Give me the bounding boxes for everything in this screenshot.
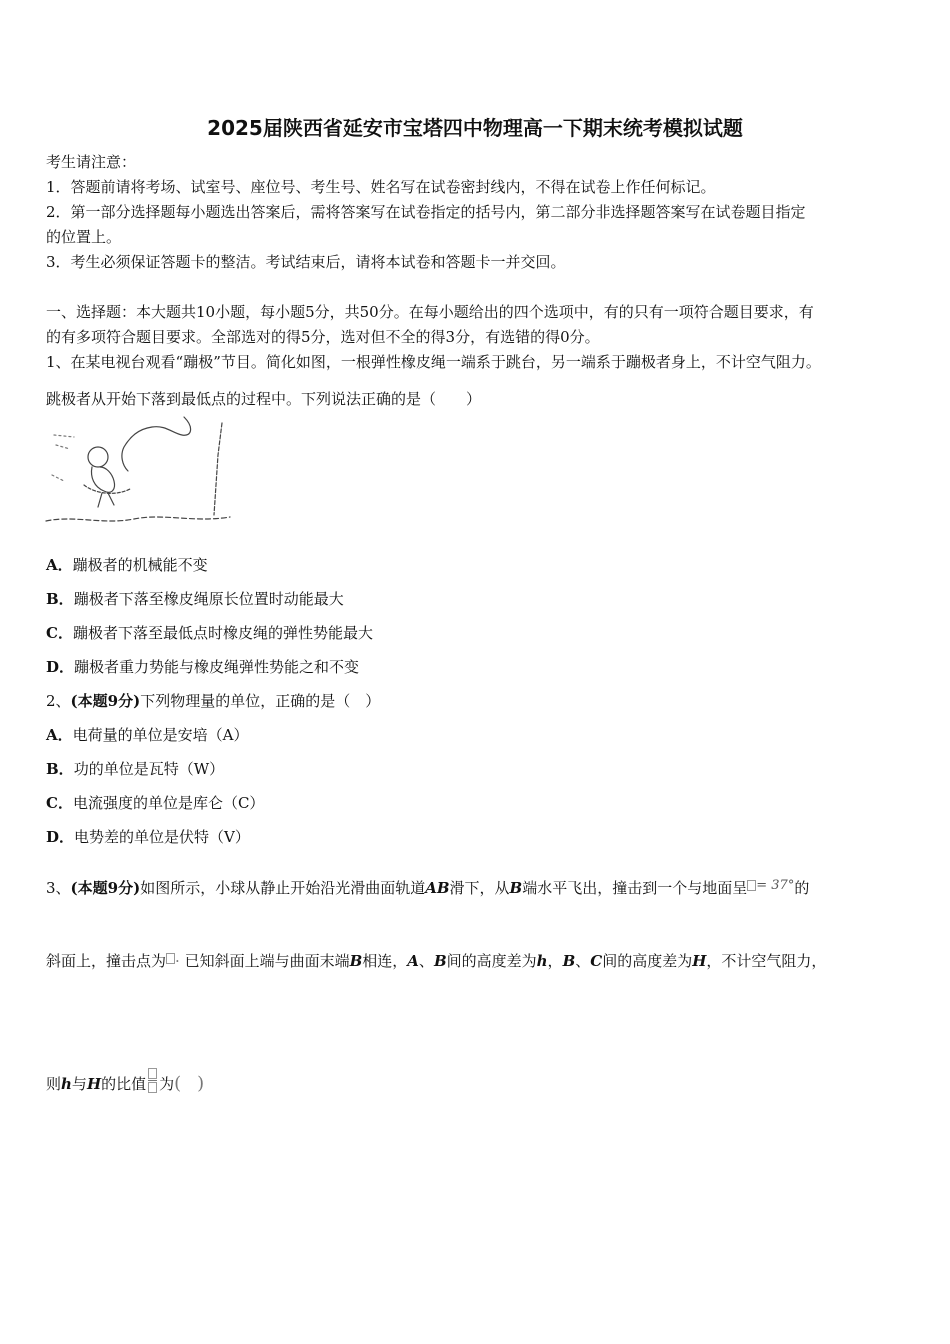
option-text: 蹦极者重力势能与橡皮绳弹性势能之和不变: [74, 658, 360, 676]
q3-l3-b: 与: [71, 1075, 87, 1093]
notice-heading: 考生请注意：: [46, 153, 137, 171]
jumper-head: [88, 447, 108, 467]
section-instructions-1: 一、选择题：本大题共10小题，每小题5分，共50分。在每小题给出的四个选项中，有的只有一项符合题目要求，有: [46, 303, 814, 321]
missing-symbol-icon: [148, 1068, 157, 1079]
q1-option-b[interactable]: [46, 589, 344, 609]
q3-l2-d: 间的高度差为: [446, 952, 537, 970]
q3-l2-e: 间的高度差为: [602, 952, 693, 970]
option-label: D．: [46, 828, 75, 846]
q3-text-a: 如图所示，小球从静止开始沿光滑曲面轨道: [140, 879, 426, 897]
q2-text: 下列物理量的单位，正确的是（ ）: [140, 692, 381, 710]
var-ab: AB: [425, 879, 450, 897]
option-label: A．: [46, 556, 73, 574]
q3-score: (本题9分): [70, 879, 141, 897]
angle-formula: = 37°: [756, 878, 795, 893]
q2-option-a[interactable]: [46, 725, 248, 745]
q2-number: 2、: [46, 692, 71, 710]
q3-l3-a: 则: [46, 1075, 62, 1093]
option-text: 蹦极者下落至最低点时橡皮绳的弹性势能最大: [72, 624, 373, 642]
sep: 、: [418, 952, 434, 970]
q3-line-3: [46, 1068, 220, 1094]
q3-text-c: 端水平飞出，撞击到一个与地面呈: [522, 879, 748, 897]
jumper-legs: [98, 493, 114, 507]
option-text: 蹦极者的机械能不变: [72, 556, 208, 574]
q2-stem: [46, 691, 380, 711]
option-label: D．: [46, 658, 75, 676]
option-label: A．: [46, 726, 73, 744]
q1-stem-1: 1、在某电视台观看“蹦极”节目。简化如图，一根弹性橡皮绳一端系于跳台，另一端系于蹦极者身上，不计空气阻力。: [46, 353, 821, 371]
q2-option-b[interactable]: [46, 759, 224, 779]
answer-parentheses[interactable]: (): [174, 1073, 221, 1094]
var-c: C: [590, 952, 603, 970]
var-upper-h: H: [692, 952, 707, 970]
option-text: 电势差的单位是伏特（V）: [74, 828, 250, 846]
option-label: C．: [46, 624, 73, 642]
q3-line-2: 斜面上，撞击点为 · 已知斜面上端与曲面末端B相连，A、B间的高度差为h，B、C间的高度差为H，不计空气阻力，: [46, 952, 827, 970]
sketch-lines: [52, 435, 74, 481]
missing-symbol-icon: [148, 1082, 157, 1093]
var-upper-h: H: [86, 1075, 102, 1093]
missing-symbol-icon: [747, 880, 756, 891]
ratio-fraction: [148, 1068, 157, 1093]
q3-l3-c: 的比值: [101, 1075, 147, 1093]
var-b: B: [349, 952, 363, 970]
var-h: h: [61, 1075, 72, 1093]
notice-item-2: 2．第一部分选择题每小题选出答案后，需将答案写在试卷指定的括号内，第二部分非选择题答案写在试卷题目指定: [46, 203, 806, 221]
q3-text-d: 的: [794, 879, 810, 897]
option-text: 电荷量的单位是安培（A）: [72, 726, 249, 744]
ground-scribble: [46, 517, 230, 521]
q3-number: 3、: [46, 879, 71, 897]
q1-stem-2: 跳极者从开始下落到最低点的过程中。下列说法正确的是（ ）: [46, 390, 482, 408]
platform-pole: [214, 423, 222, 515]
var-b: B: [562, 952, 576, 970]
option-text: 蹦极者下落至橡皮绳原长位置时动能最大: [73, 590, 344, 608]
q2-option-c[interactable]: [46, 793, 264, 813]
var-b: B: [433, 952, 447, 970]
q3-l2-a: 斜面上，撞击点为: [46, 952, 167, 970]
q3-l2-b: 已知斜面上端与曲面末端: [184, 952, 350, 970]
q3-line-1: [46, 876, 809, 898]
option-label: B．: [46, 590, 74, 608]
option-text: 功的单位是瓦特（W）: [73, 760, 225, 778]
q1-option-a[interactable]: [46, 555, 208, 575]
notice-item-2-cont: 的位置上。: [46, 228, 122, 246]
option-label: B．: [46, 760, 74, 778]
q3-l3-d: 为: [159, 1075, 175, 1093]
var-h: h: [536, 952, 548, 970]
var-a: A: [407, 952, 419, 970]
q3-l2-c: 相连，: [362, 952, 408, 970]
q3-l2-f: ，不计空气阻力，: [706, 952, 827, 970]
section-instructions-2: 的有多项符合题目要求。全部选对的得5分，选对但不全的得3分，有选错的得0分。: [46, 328, 600, 346]
q3-text-b: 滑下，从: [449, 879, 510, 897]
comma: ，: [547, 952, 563, 970]
option-text: 电流强度的单位是库仑（C）: [72, 794, 265, 812]
elastic-rope: [122, 417, 191, 471]
q2-option-d[interactable]: [46, 827, 250, 847]
q2-score: (本题9分): [70, 692, 141, 710]
notice-item-3: 3．考生必须保证答题卡的整洁。考试结束后，请将本试卷和答题卡一并交回。: [46, 253, 566, 271]
notice-item-1: 1．答题前请将考场、试室号、座位号、考生号、姓名写在试卷密封线内，不得在试卷上作任何标记。: [46, 178, 716, 196]
missing-symbol-icon: [166, 953, 175, 964]
q1-option-d[interactable]: [46, 657, 359, 677]
var-b: B: [509, 879, 523, 897]
q1-option-c[interactable]: [46, 623, 373, 643]
sep: 、: [575, 952, 591, 970]
bungee-figure: [44, 415, 234, 527]
option-label: C．: [46, 794, 73, 812]
jumper-body: [92, 467, 115, 492]
page-title: 2025届陕西省延安市宝塔四中物理高一下期末统考模拟试题: [207, 116, 743, 140]
